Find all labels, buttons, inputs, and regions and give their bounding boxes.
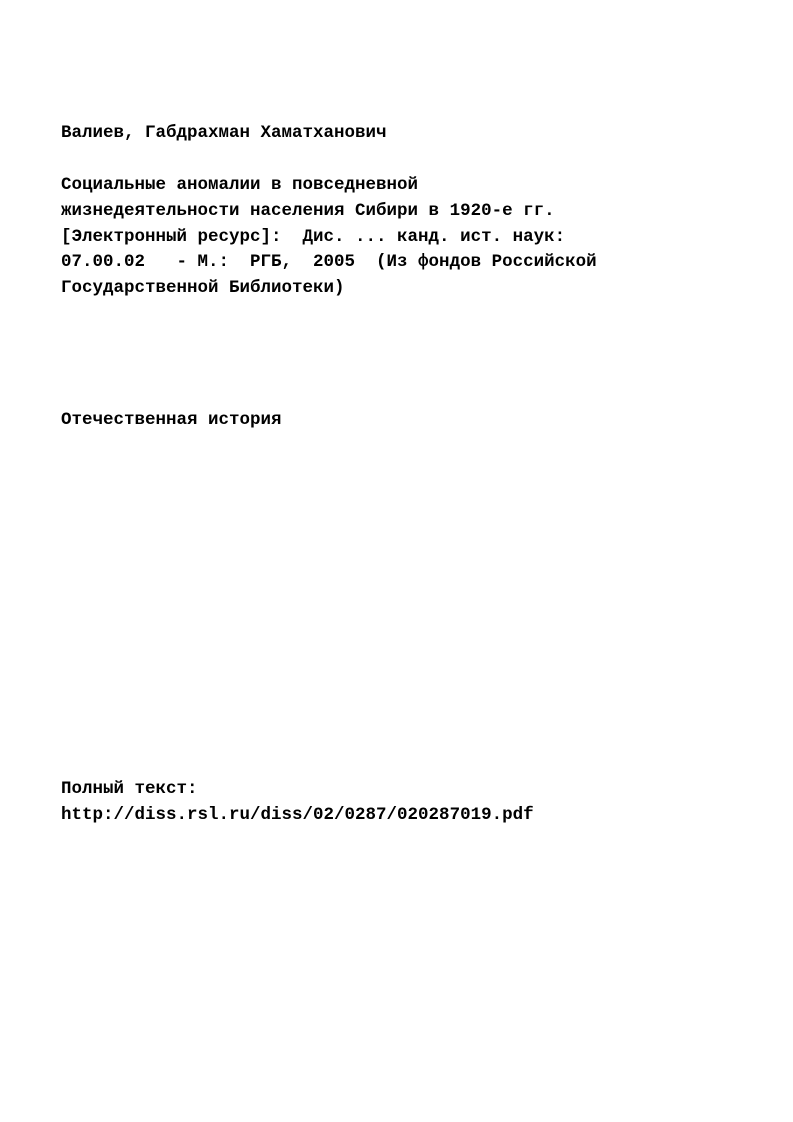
description-line: жизнедеятельности населения Сибири в 1920-е гг.: [61, 200, 555, 221]
description-line: Государственной Библиотеки): [61, 278, 345, 299]
author-name: Валиев, Габдрахман Хаматханович: [61, 123, 387, 143]
full-text-url[interactable]: http://diss.rsl.ru/diss/02/0287/020287019.pdf: [61, 804, 534, 825]
author-name-block: [61, 121, 387, 147]
description-line: 07.00.02 - М.: РГБ, 2005 (Из фондов Российской: [61, 252, 597, 273]
full-text-label: Полный текст:: [61, 779, 198, 799]
subject-heading-block: [61, 408, 282, 434]
description-line: Социальные аномалии в повседневной: [61, 175, 419, 195]
full-text-block: [61, 777, 534, 829]
description-line: [Электронный ресурс]: Дис. ... канд. ист. наук:: [61, 226, 566, 247]
subject-heading: Отечественная история: [61, 410, 282, 430]
bibliographic-description: [61, 173, 597, 302]
